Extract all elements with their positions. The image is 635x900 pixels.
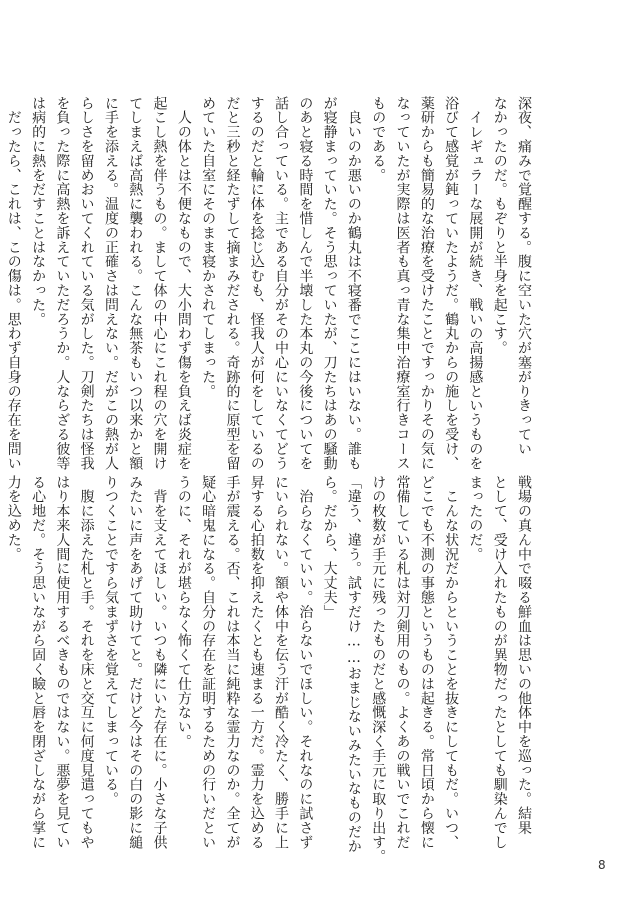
text-line: 腹に添えた札と手。それを床と交互に何度見遣ってもや [78,475,95,850]
text-block-bottom [5,475,536,864]
text-line: みたいに声をあげて助けてと。だけど今はその白の影に縋 [127,475,144,850]
text-line: イレギュラーな展開が続き、戦いの高揚感というものを [467,96,484,471]
page-number: 8 [598,858,606,872]
text-line: 力を込めた。 [5,475,22,562]
text-line: なっていたが実際は医者も真っ青な集中治療室行きコース [394,96,411,471]
text-line: てしまえば高熱に襲われる。こんな無茶もいつ以来かと額 [127,96,144,471]
text-line: 話し合っている。主である自分がその中心にいなくてどう [273,96,290,471]
text-line: のあと寝る時間を惜しんで半壊した本丸の今後についてを [297,96,314,471]
text-block-top [5,96,536,471]
text-line: 治らなくていい。治らないでほしい。それなのに試さず [297,475,314,850]
text-line: 疑心暗鬼になる。自分の存在を証明するための行いだとい [200,475,217,850]
text-line: ら。だから、大丈夫」 [321,475,338,619]
text-line: として、受け入れたものが異物だったとしても馴染んでし [491,475,508,850]
text-line: けの枚数が手元に残ったものだと感慨深く手元に取り出す。 [370,475,387,864]
text-line: こんな状況だからということを抜きにしてもだ。いつ、 [443,475,460,850]
text-line: 良いのか悪いのか鶴丸は不寝番でここにはいない。誰も [345,96,362,471]
text-line: る心地だ。そう思いながら固く瞼と唇を閉ざしながら掌に [30,475,47,850]
text-line: 背を支えてほしい。いつも隣にいた存在に。小さな子供 [151,475,168,850]
text-line: に手を添える。温度の正確さは問えない。だがこの熱が人 [102,96,119,471]
text-line: が寝静まっていた。そう思っていたが、刀たちはあの騒動 [321,96,338,471]
text-line: どこでも不測の事態というものは起きる。常日頃から懐に [418,475,435,850]
text-line: 昇する心拍数を抑えたくとも速まる一方だ。霊力を込める [248,475,265,850]
text-line: らしさを留めおいてくれている気がした。刀剣たちは怪我 [78,96,95,471]
text-line: 薬研からも簡易的な治療を受けたことですっかりその気に [418,96,435,471]
text-line: だったら、これは、この傷は。思わず自身の存在を問い [5,96,22,471]
text-line: を負った際に高熱を訴えていただろうか。人ならざる彼等 [54,96,71,471]
text-line: は病的に熱をだすことはなかった。 [30,96,47,327]
text-line: めていた自室にそのまま寝かされてしまった。 [200,96,217,399]
text-line: だと三秒と経たずして摘まみだされる。奇跡的に原型を留 [224,96,241,471]
text-line: 手が震える。否、これは本当に純粋な霊力なのか。全てが [224,475,241,850]
text-line: にいられない。額や体中を伝う汗が酷く冷たく、勝手に上 [273,475,290,850]
text-line: なかったのだ。もぞりと半身を起こす。 [491,96,508,356]
text-line: 常備している札は対刀剣用のもの。よくあの戦いでこれだ [394,475,411,850]
text-line: 人の体とは不便なもので、大小問わず傷を負えば炎症を [175,96,192,471]
text-line: 「違う、違う。試すだけ……おまじないみたいなものだか [345,475,362,854]
text-line: 起こし熱を伴うもの。まして体の中心にこれ程の穴を開け [151,96,168,471]
text-line: 浴びて感覚が鈍っていたようだ。鶴丸からの施しを受け、 [443,96,460,471]
text-line: はり本来人間に使用するべきものではない。悪夢を見てい [54,475,71,850]
text-line: 戦場の真ん中で啜る鮮血は思いの他体中を巡った。結果 [516,475,532,835]
text-line: するのだと輪に体を捻じ込むも、怪我人が何をしているの [248,96,265,471]
text-line: りつくことですら気まずさを覚えてしまっている。 [102,475,119,807]
text-line: まったのだ。 [467,475,484,562]
text-line: 深夜、痛みで覚醒する。腹に空いた穴が塞がりきってい [516,96,532,456]
text-line: うのに、それが堪らなく怖くて仕方ない。 [175,475,192,749]
text-line: ものである。 [370,96,387,183]
